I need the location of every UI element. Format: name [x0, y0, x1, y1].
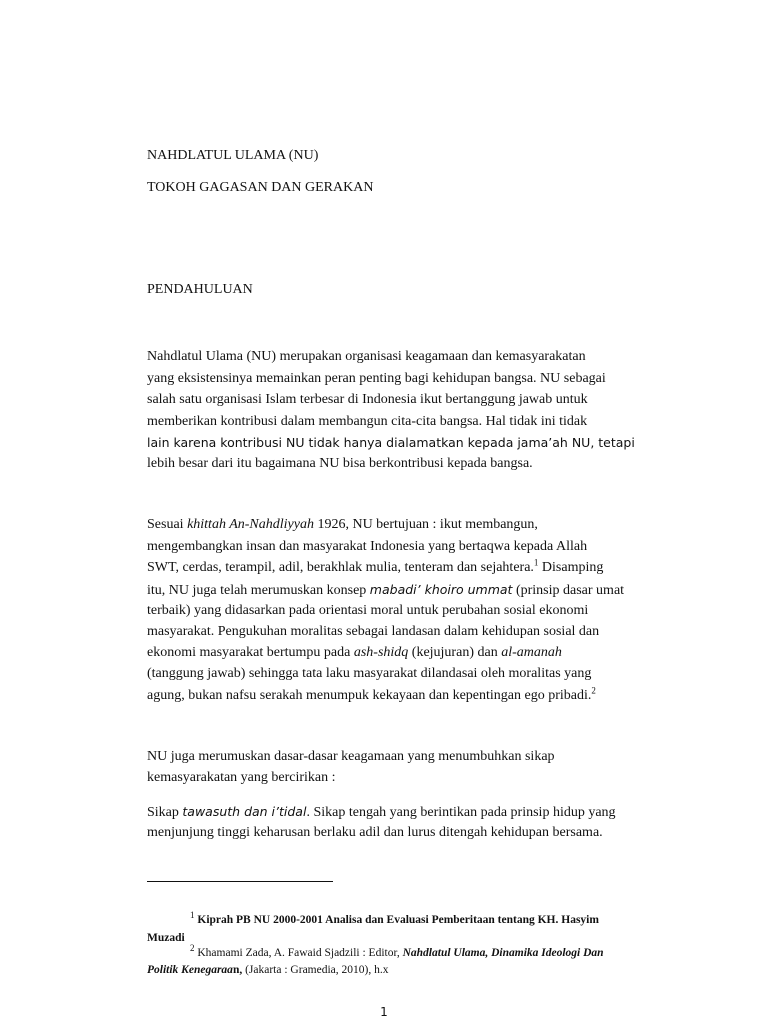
footnote-2: $^2$ Khamami Zada, A. Fawaid Sjadzili : Editor, Nahdlatul Ulama, Dinamika Ideologi Dan	[190, 943, 604, 959]
page-number: 1	[380, 1005, 388, 1019]
section-heading: PENDAHULUAN	[147, 282, 253, 297]
p4-line: Sikap tawasuth dan i’tidal. Sikap tengah yang berintikan pada prinsip hidup yang	[147, 804, 616, 820]
footnote-ref-2[interactable]: 2	[591, 685, 596, 696]
p3-line: kemasyarakatan yang bercirikan :	[147, 770, 336, 785]
footnote-ref-1[interactable]: 1	[533, 557, 539, 568]
p1-line: yang eksistensinya memainkan peran penting bagi kehidupan bangsa. NU sebagai	[147, 371, 606, 386]
footnote-2-cont: Politik Kenegaraan, (Jakarta : Gramedia, 2010), h.x	[147, 964, 389, 976]
p2-line: ekonomi masyarakat bertumpu pada ash-shidq (kejujuran) dan al-amanah	[147, 645, 562, 660]
p2-line: itu, NU juga telah merumuskan konsep mabadi’ khoiro ummat (prinsip dasar umat	[147, 582, 625, 598]
title-line-2: TOKOH GAGASAN DAN GERAKAN	[147, 180, 374, 195]
footnote-separator	[147, 881, 333, 882]
p3-line: NU juga merumuskan dasar-dasar keagamaan yang menumbuhkan sikap	[147, 749, 555, 764]
p1-line: lain karena kontribusi NU tidak hanya dialamatkan kepada jama’ah NU, tetapi	[147, 435, 635, 450]
p2-line: Sesuai khittah An-Nahdliyyah 1926, NU bertujuan : ikut membangun,	[147, 517, 538, 532]
footnote-1-cont: Muzadi	[147, 932, 185, 944]
p2-line: masyarakat. Pengukuhan moralitas sebagai landasan dalam kehidupan sosial dan	[147, 624, 600, 639]
p2-line: agung, bukan nafsu serakah menumpuk kekayaan dan kepentingan ego pribadi.$^2$	[147, 685, 596, 703]
p1-line: memberikan kontribusi dalam membangun cita-cita bangsa. Hal tidak ini tidak	[147, 414, 588, 429]
p2-line: (tanggung jawab) sehingga tata laku masyarakat dilandasai oleh moralitas yang	[147, 666, 592, 681]
p1-line: Nahdlatul Ulama (NU) merupakan organisasi keagamaan dan kemasyarakatan	[147, 349, 586, 364]
p1-line: salah satu organisasi Islam terbesar di Indonesia ikut bertanggung jawab untuk	[147, 392, 588, 407]
p1-line: lebih besar dari itu bagaimana NU bisa berkontribusi kepada bangsa.	[147, 456, 533, 471]
p2-line: terbaik) yang didasarkan pada orientasi moral untuk perubahan sosial ekonomi	[147, 603, 589, 618]
p4-line: menjunjung tinggi keharusan berlaku adil dan lurus ditengah kehidupan bersama.	[147, 825, 603, 840]
p2-line: mengembangkan insan dan masyarakat Indonesia yang bertaqwa kepada Allah	[147, 539, 588, 554]
title-line-1: NAHDLATUL ULAMA (NU)	[147, 148, 319, 163]
p2-line: SWT, cerdas, terampil, adil, berakhlak mulia, tenteram dan sejahtera.$^1$ Disamping	[147, 557, 604, 575]
footnote-1: $^1$ Kiprah PB NU 2000-2001 Analisa dan Evaluasi Pemberitaan tentang KH. Hasyim	[190, 910, 599, 926]
